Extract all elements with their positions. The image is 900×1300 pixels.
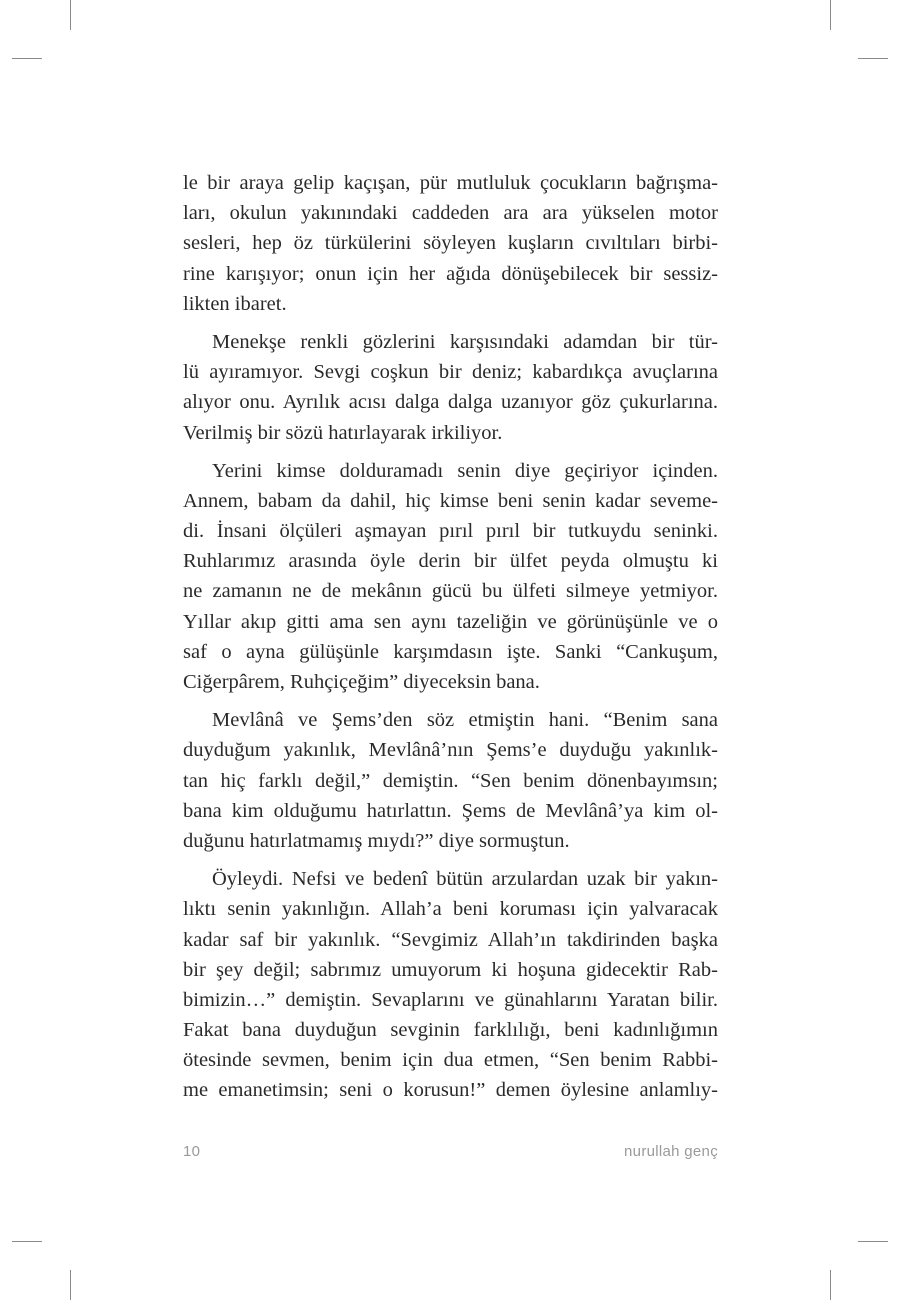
crop-mark-top-left — [70, 0, 71, 30]
text-line: le bir araya gelip kaçışan, pür mutluluk çocukların bağrışma- — [183, 172, 718, 194]
text-line: bana kim olduğumu hatırlattın. Şems de Mevlânâ’ya kim ol- — [183, 799, 718, 822]
paragraph-4 — [183, 705, 718, 856]
text-line: lü ayıramıyor. Sevgi coşkun bir deniz; kabardıkça avuçlarına — [183, 361, 718, 384]
text-line: tan hiç farklı değil,” demiştin. “Sen benim dönenbayımsın; — [183, 769, 718, 792]
crop-mark-right-bottom — [858, 1241, 888, 1242]
crop-mark-bottom-right — [830, 1270, 831, 1300]
page-number: 10 — [183, 1143, 201, 1160]
text-line: bir şey değil; sabrımız umuyorum ki hoşuna gidecektir Rab- — [183, 958, 718, 981]
text-line: saf o ayna gülüşünle karşımdasın işte. Sanki “Cankuşum, — [183, 640, 718, 663]
text-line: ları, okulun yakınındaki caddeden ara ara yükselen motor — [183, 202, 718, 225]
text-line: Yerini kimse dolduramadı senin diye geçiriyor içinden. — [212, 459, 718, 482]
paragraph-5 — [183, 864, 718, 1106]
text-line: Menekşe renkli gözlerini karşısındaki adamdan bir tür- — [212, 330, 718, 353]
text-line: lıktı senin yakınlığın. Allah’a beni koruması için yalvaracak — [183, 898, 718, 921]
crop-mark-right-top — [858, 58, 888, 59]
text-line: kadar saf bir yakınlık. “Sevgimiz Allah’ın takdirinden başka — [183, 928, 718, 951]
text-line: bimizin…” demiştin. Sevaplarını ve günahlarını Yaratan bilir. — [183, 988, 718, 1011]
crop-mark-left-top — [12, 58, 42, 59]
paragraph-2 — [183, 327, 718, 448]
crop-mark-left-bottom — [12, 1241, 42, 1242]
text-line: Mevlânâ ve Şems’den söz etmiştin hani. “Benim sana — [212, 709, 718, 732]
body-text — [183, 168, 718, 1106]
text-line: Öyleydi. Nefsi ve bedenî bütün arzulardan uzak bir yakın- — [212, 868, 718, 891]
text-line: me emanetimsin; seni o korusun!” demen öylesine anlamlıy- — [183, 1079, 718, 1102]
text-line: Ciğerpârem, Ruhçiçeğim” diyeceksin bana. — [183, 671, 540, 693]
text-line: ne zamanın ne de mekânın gücü bu ülfeti silmeye yetmiyor. — [183, 580, 718, 603]
crop-mark-top-right — [830, 0, 831, 30]
text-line: likten ibaret. — [183, 292, 287, 315]
text-line: Annem, babam da dahil, hiç kimse beni senin kadar seveme- — [183, 489, 718, 512]
text-line: duyduğum yakınlık, Mevlânâ’nın Şems’e duyduğu yakınlık- — [183, 739, 718, 762]
text-line: alıyor onu. Ayrılık acısı dalga dalga uzanıyor göz çukurlarına. — [183, 391, 718, 414]
crop-mark-bottom-left — [70, 1270, 71, 1300]
paragraph-3 — [183, 456, 718, 698]
paragraph-1 — [183, 168, 718, 319]
text-line: di. İnsani ölçüleri aşmayan pırıl pırıl bir tutkuydu seninki. — [183, 520, 718, 543]
text-line: Verilmiş bir sözü hatırlayarak irkiliyor. — [183, 421, 503, 444]
text-line: rine karışıyor; onun için her ağıda dönüşebilecek bir sessiz- — [183, 262, 718, 285]
text-line: Fakat bana duyduğun sevginin farklılığı, beni kadınlığımın — [183, 1019, 718, 1042]
text-line: Yıllar akıp gitti ama sen aynı tazeliğin ve görünüşünle ve o — [183, 610, 718, 633]
text-line: ötesinde sevmen, benim için dua etmen, “Sen benim Rabbi- — [183, 1049, 718, 1072]
text-line: sesleri, hep öz türkülerini söyleyen kuşların cıvıltıları birbi- — [183, 232, 718, 255]
text-line: Ruhlarımız arasında öyle derin bir ülfet peyda olmuştu ki — [183, 550, 718, 573]
text-line: duğunu hatırlatmamış mıydı?” diye sormuştun. — [183, 829, 570, 852]
running-footer-author: nurullah genç — [624, 1143, 718, 1160]
